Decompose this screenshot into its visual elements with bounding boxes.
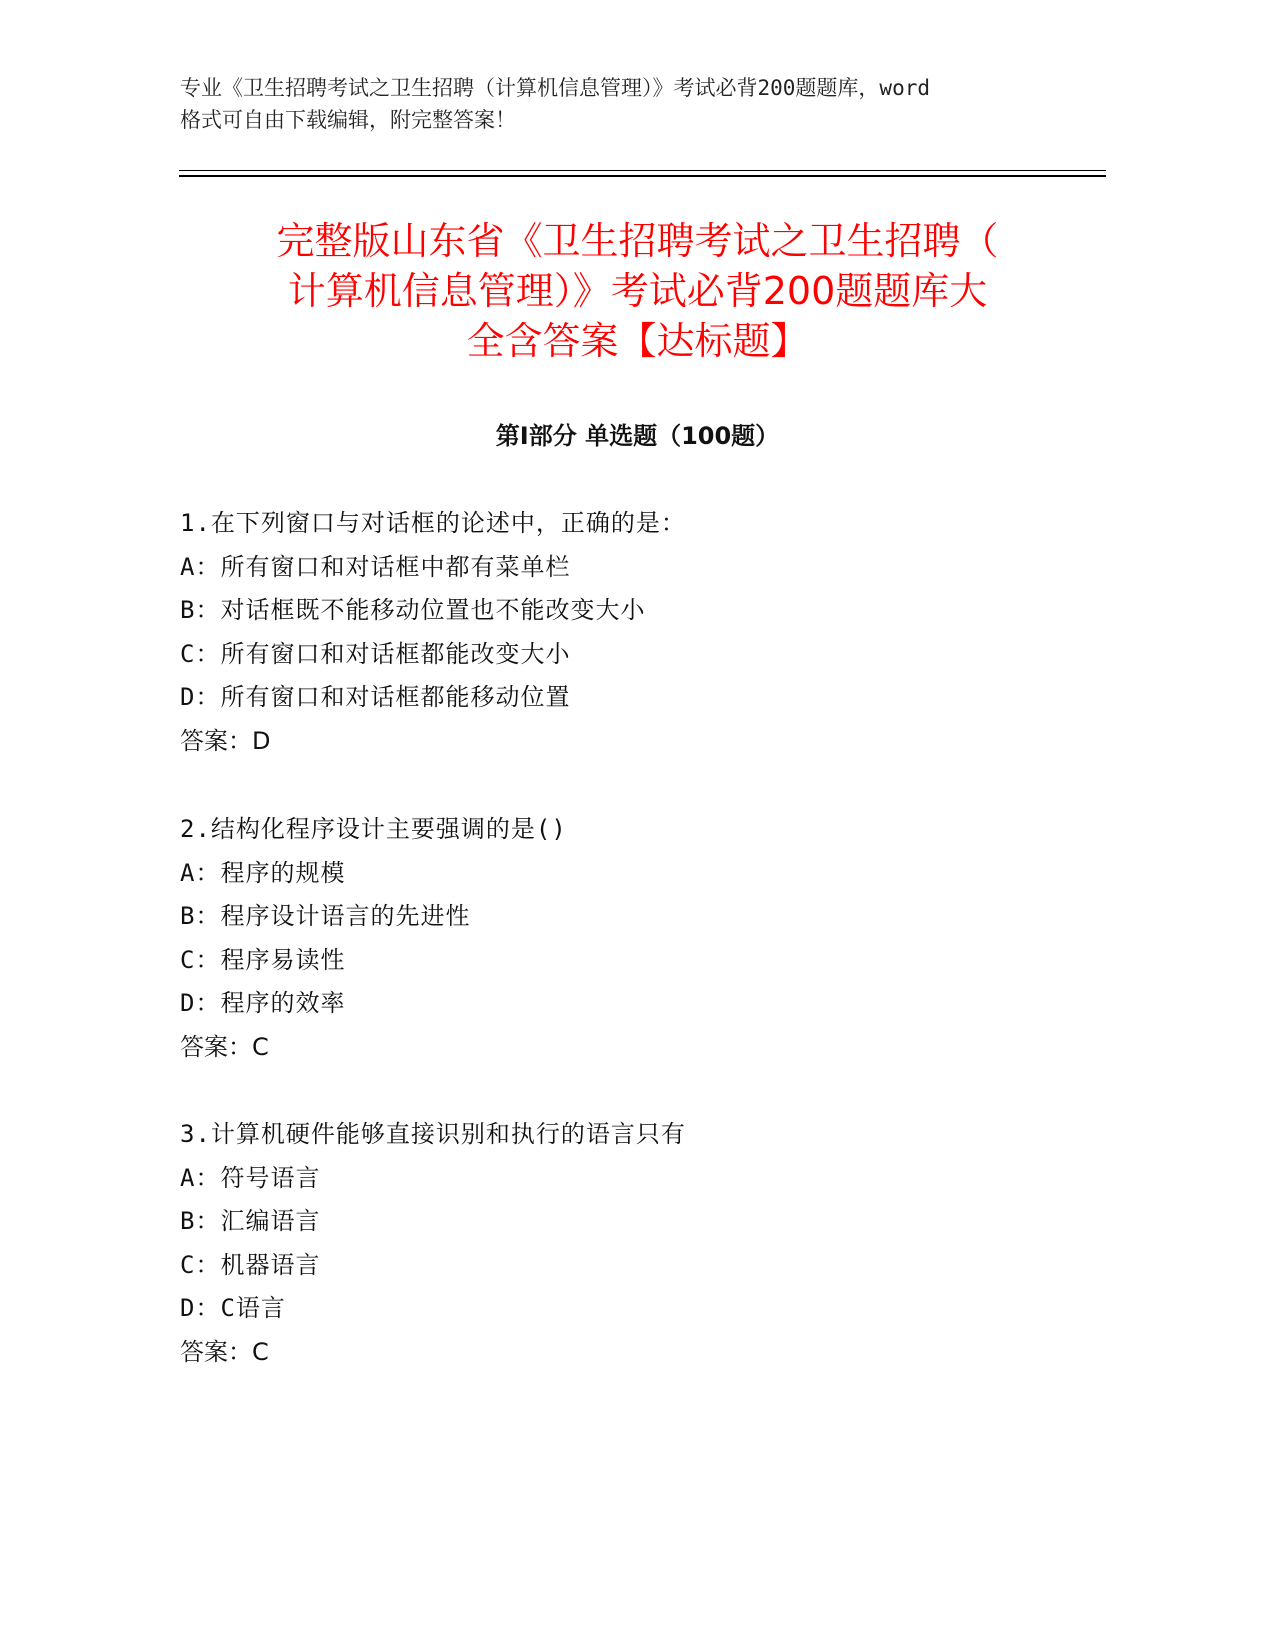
option-b: B：汇编语言	[180, 1207, 321, 1235]
question-3	[180, 1113, 1100, 1374]
question-stem: 2.结构化程序设计主要强调的是()	[180, 815, 567, 843]
header-note-line-2: 格式可自由下载编辑，附完整答案！	[180, 108, 516, 132]
option-a: A：程序的规模	[180, 858, 346, 887]
option-b: B：对话框既不能移动位置也不能改变大小	[180, 596, 646, 624]
header-divider-thick	[179, 175, 1106, 177]
question-1	[180, 502, 1100, 763]
document-title-line-2: 计算机信息管理）》考试必背200题题库大	[287, 269, 988, 313]
option-d: D：所有窗口和对话框都能移动位置	[180, 683, 571, 711]
question-2	[180, 808, 1100, 1069]
option-d: D：C语言	[180, 1294, 286, 1322]
option-a: A：符号语言	[180, 1163, 321, 1192]
option-b: B：程序设计语言的先进性	[180, 902, 471, 930]
option-a: A：所有窗口和对话框中都有菜单栏	[180, 552, 571, 581]
answer: 答案：C	[180, 1337, 269, 1366]
answer: 答案：D	[180, 726, 271, 755]
answer: 答案：C	[180, 1032, 269, 1061]
option-c: C：程序易读性	[180, 945, 346, 974]
option-c: C：机器语言	[180, 1250, 321, 1279]
header-divider-thin	[179, 170, 1106, 171]
header-note	[180, 72, 1080, 136]
document-title-line-3: 全含答案【达标题】	[466, 319, 809, 363]
header-note-line-1: 专业《卫生招聘考试之卫生招聘（计算机信息管理）》考试必背200题题库，word	[180, 76, 930, 100]
document-title-line-1: 完整版山东省《卫生招聘考试之卫生招聘（	[276, 219, 999, 263]
question-stem: 1.在下列窗口与对话框的论述中，正确的是：	[180, 509, 686, 537]
question-stem: 3.计算机硬件能够直接识别和执行的语言只有	[180, 1120, 686, 1148]
section-heading: 第Ⅰ部分 单选题（100题）	[495, 422, 780, 450]
document-title	[180, 216, 1095, 366]
option-d: D：程序的效率	[180, 989, 346, 1017]
option-c: C：所有窗口和对话框都能改变大小	[180, 639, 571, 668]
